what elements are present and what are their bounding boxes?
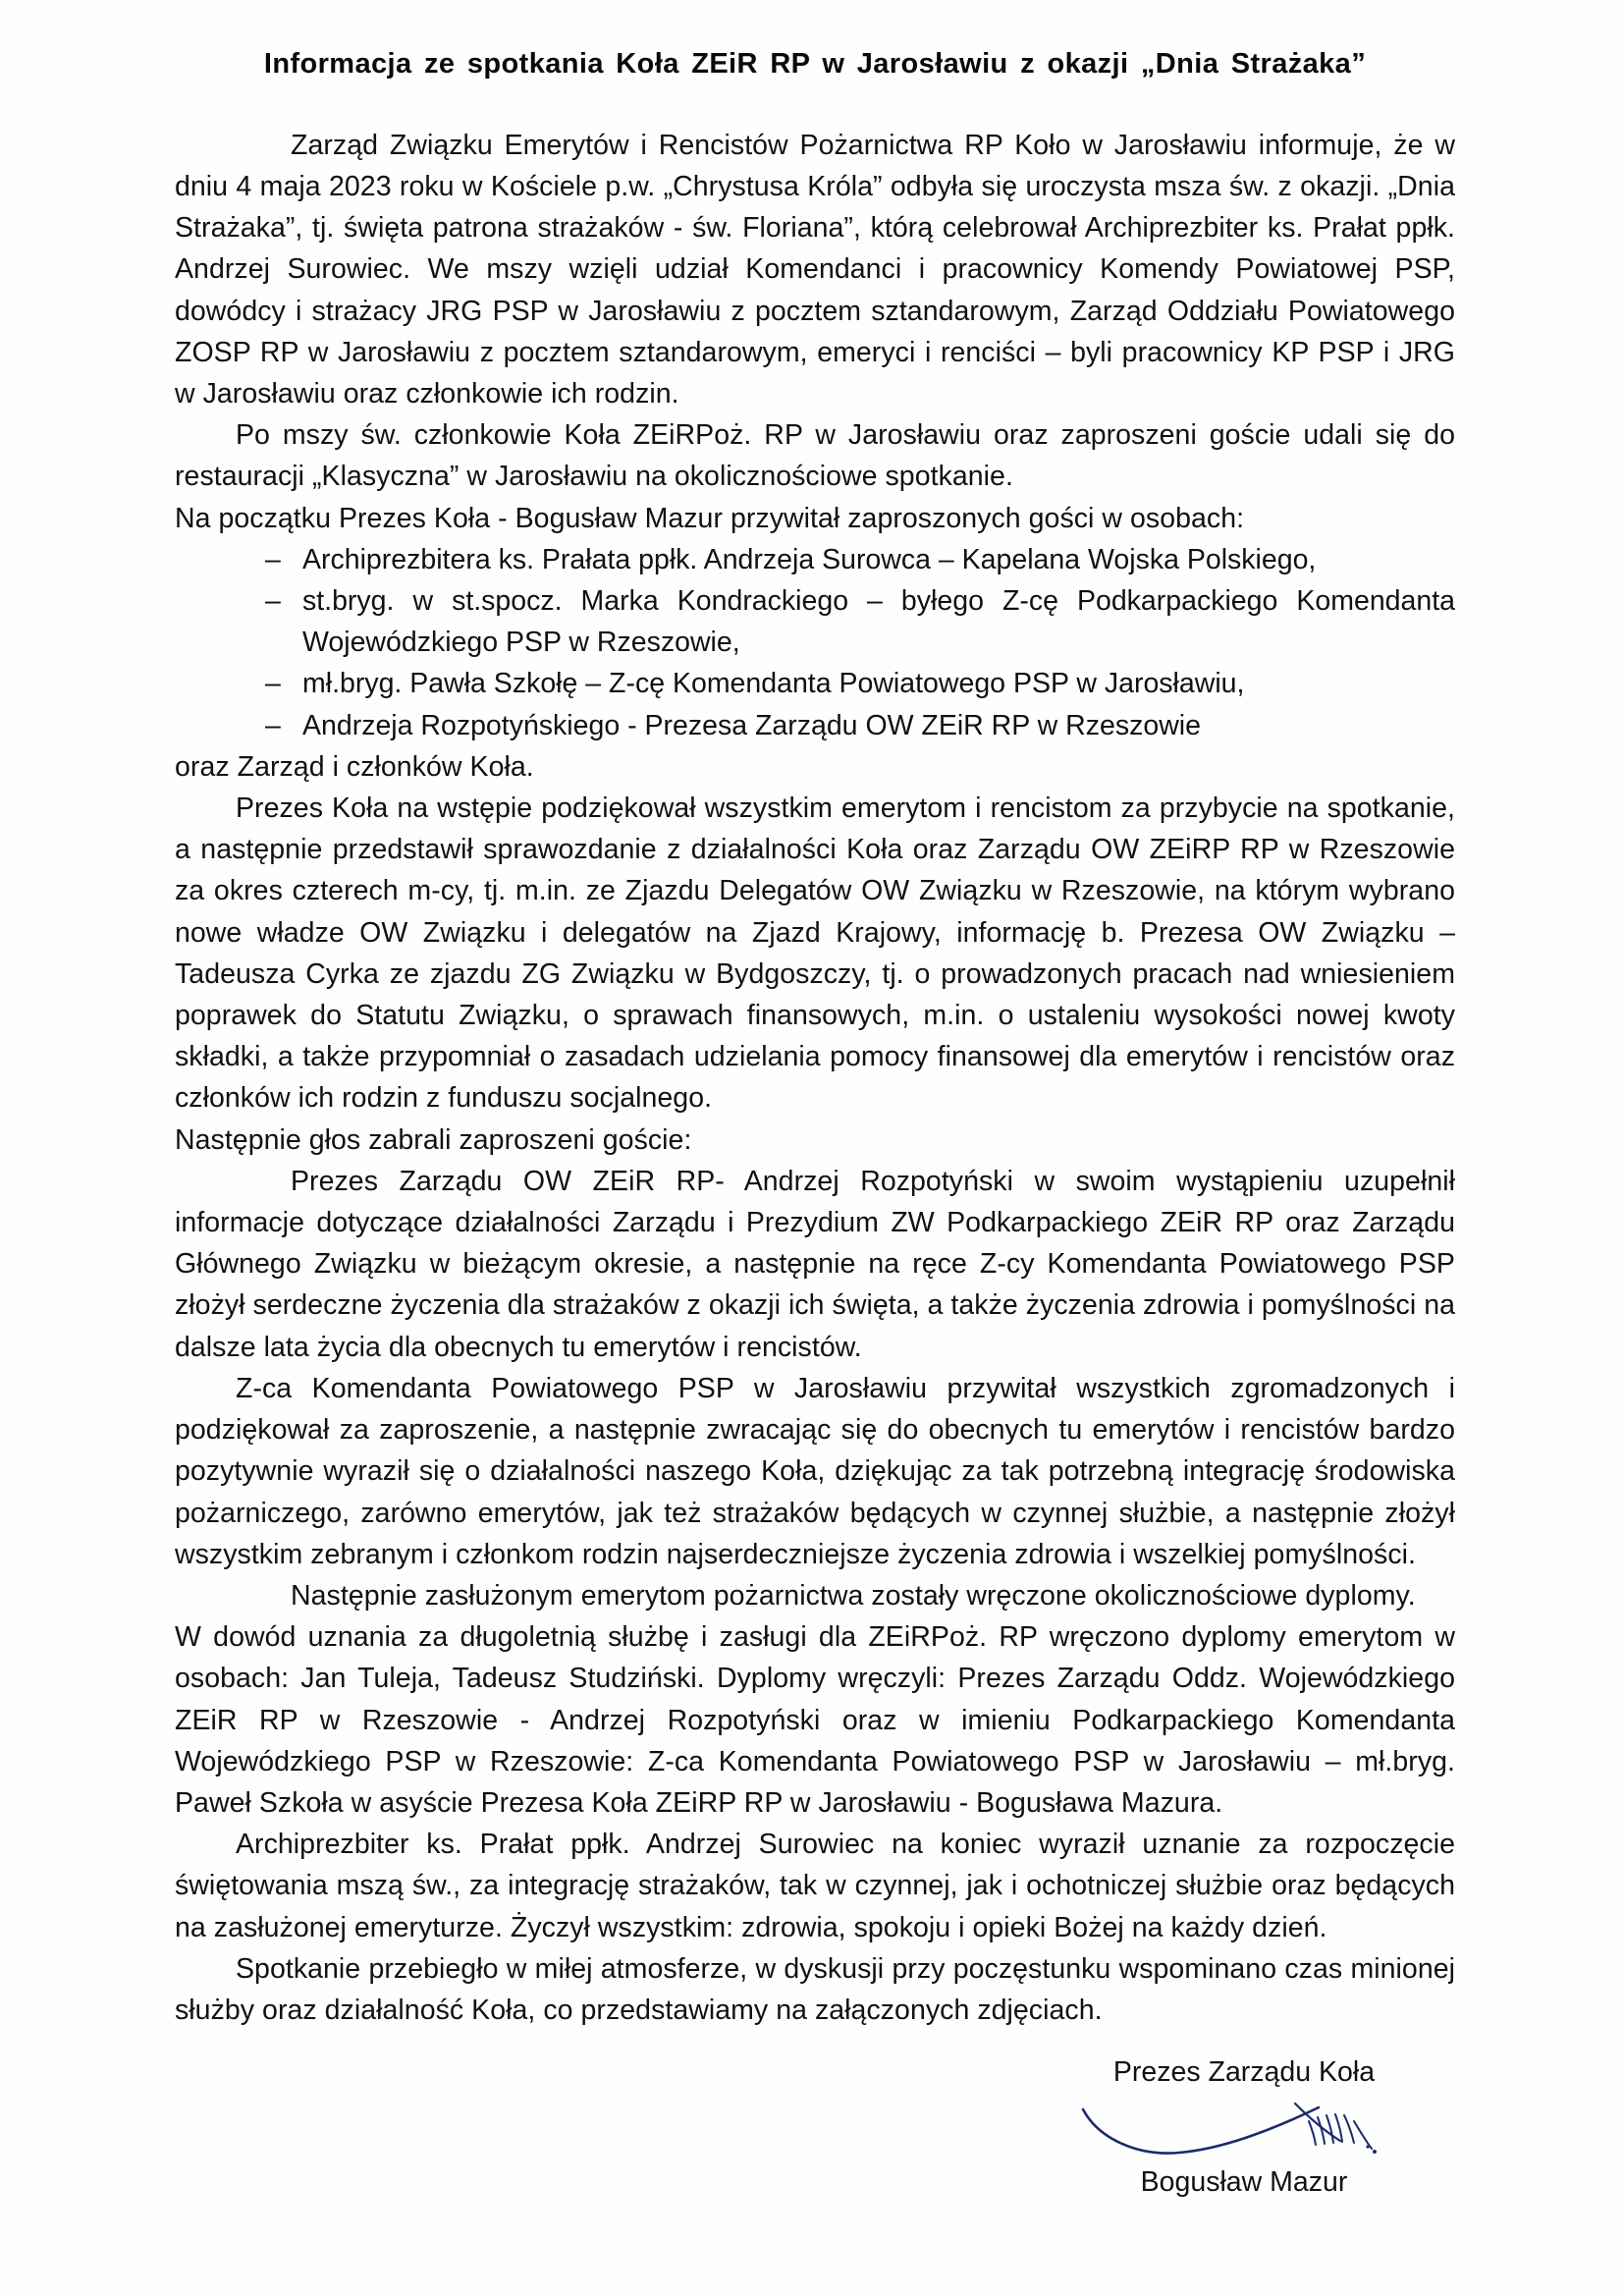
list-item (175, 539, 1455, 580)
signature-inner (1033, 2052, 1455, 2202)
list-item (175, 580, 1455, 663)
list-bullet-dash: – (265, 543, 281, 575)
list-item-label: mł.bryg. Pawła Szkołę – Z-cę Komendanta Powiatowego PSP w Jarosławiu, (302, 668, 1245, 700)
list-bullet-dash: – (265, 709, 281, 741)
paragraph-guests-speak: Następnie głos zabrali zaproszeni goście: (175, 1123, 692, 1156)
document-content (175, 47, 1455, 2202)
list-item (175, 663, 1455, 704)
guest-list (175, 539, 1455, 746)
list-item (175, 705, 1455, 746)
list-bullet-dash: – (265, 668, 281, 700)
page-title: Informacja ze spotkania Koła ZEiR RP w Jarosławiu z okazji „Dnia Strażaka” (263, 48, 1367, 80)
paragraph-archpriest: Archiprezbiter ks. Prałat ppłk. Andrzej Surowiec na koniec wyraził uznanie za rozpoczęcie świętowania mszą św., za integrację strażaków, tak w czynnej, jak i ochotniczej służbie oraz będących na zasłużonej emeryturze. Życzył wszystkim: zdrowia, spokoju i opieki Bożej na każdy dzień. (175, 1829, 1455, 1943)
paragraph-diplomas-intro: Następnie zasłużonym emerytom pożarnictwa zostały wręczone okolicznościowe dyplomy. (291, 1579, 1416, 1612)
signature-role: Prezes Zarządu Koła (1112, 2056, 1376, 2089)
list-bullet-dash: – (265, 585, 281, 618)
paragraph-welcome-intro: Na początku Prezes Koła - Bogusław Mazur przywitał zaproszonych gości w osobach: (175, 502, 1245, 534)
paragraph-after-mass: Po mszy św. członkowie Koła ZEiRPoż. RP w Jarosławiu oraz zaproszeni goście udali się do restauracji „Klasyczna” w Jarosławiu na okolicznościowe spotkanie. (175, 419, 1455, 493)
list-item-label: st.bryg. w st.spocz. Marka Kondrackiego – byłego Z-cę Podkarpackiego Komendanta Wojewódzkiego PSP w Rzeszowie, (302, 585, 1455, 659)
signature-name: Bogusław Mazur (1140, 2166, 1348, 2199)
paragraph-deputy-commander: Z-ca Komendanta Powiatowego PSP w Jarosławiu przywitał wszystkich zgromadzonych i podziękował za zaproszenie, a następnie zwracając się do obecnych tu emerytów i rencistów bardzo pozytywnie wyraził się o działalności naszego Koła, dziękując za tak potrzebną integrację środowiska pożarniczego, zarówno emerytów, jak też strażaków będących w czynnej służbie, a następnie złożył wszystkim zebranym i członkom rodzin najserdeczniejsze życzenia zdrowia i wszelkiej pomyślności. (175, 1372, 1455, 1570)
paragraph-diplomas-detail: W dowód uznania za długoletnią służbę i zasługi dla ZEiRPoż. RP wręczono dyplomy emerytom w osobach: Jan Tuleja, Tadeusz Studziński. Dyplomy wręczyli: Prezes Zarządu Oddz. Wojewódzkiego ZEiR RP w Rzeszowie - Andrzej Rozpotyński oraz w imieniu Podkarpackiego Komendanta Wojewódzkiego PSP w Rzeszowie: Z-ca Komendanta Powiatowego PSP w Jarosławiu – mł.bryg. Paweł Szkoła w asyście Prezesa Koła ZEiRP RP w Jarosławiu - Bogusława Mazura. (175, 1621, 1455, 1819)
handwritten-signature-mark (1033, 2092, 1455, 2162)
paragraph-rozpotynski-speech: Prezes Zarządu OW ZEiR RP- Andrzej Rozpotyński w swoim wystąpieniu uzupełnił informacje dotyczące działalności Zarządu i Prezydium ZW Podkarpackiego ZEiR RP oraz Zarządu Głównego Związku w bieżącym okresie, a następnie na ręce Z-cy Komendanta Powiatowego PSP złożył serdeczne życzenia dla strażaków z okazji ich święta, a także życzenia zdrowia i pomyślności na dalsze lata życia dla obecnych tu emerytów i rencistów. (175, 1165, 1455, 1363)
paragraph-board-members: oraz Zarząd i członków Koła. (175, 750, 534, 783)
paragraph-chairman-report: Prezes Koła na wstępie podziękował wszystkim emerytom i rencistom za przybycie na spotkanie, a następnie przedstawił sprawozdanie z działalności Koła oraz Zarządu OW ZEiRP RP w Rzeszowie za okres czterech m-cy, tj. m.in. ze Zjazdu Delegatów OW Związku w Rzeszowie, na którym wybrano nowe władze OW Związku i delegatów na Zjazd Krajowy, informację b. Prezesa OW Związku – Tadeusza Cyrka ze zjazdu ZG Związku w Bydgoszczy, tj. o prowadzonych pracach nad wniesieniem poprawek do Statutu Związku, o sprawach finansowych, m.in. o ustaleniu wysokości nowej kwoty składki, a także przypomniał o zasadach udzielania pomocy finansowej dla emerytów i rencistów oraz członków ich rodzin z funduszu socjalnego. (175, 793, 1455, 1115)
list-item-label: Andrzeja Rozpotyńskiego - Prezesa Zarządu OW ZEiR RP w Rzeszowie (302, 709, 1201, 741)
paragraph-intro: Zarząd Związku Emerytów i Rencistów Pożarnictwa RP Koło w Jarosławiu informuje, że w dniu 4 maja 2023 roku w Kościele p.w. „Chrystusa Króla” odbyła się uroczysta msza św. z okazji. „Dnia Strażaka”, tj. święta patrona strażaków - św. Floriana”, którą celebrował Archiprezbiter ks. Prałat ppłk. Andrzej Surowiec. We mszy wzięli udział Komendanci i pracownicy Komendy Powiatowej PSP, dowódcy i strażacy JRG PSP w Jarosławiu z pocztem sztandarowym, Zarząd Oddziału Powiatowego ZOSP RP w Jarosławiu z pocztem sztandarowym, emeryci i renciści – byli pracownicy KP PSP i JRG w Jarosławiu oraz członkowie ich rodzin. (175, 129, 1455, 410)
signature-block (175, 2052, 1455, 2202)
list-item-label: Archiprezbitera ks. Prałata ppłk. Andrzeja Surowca – Kapelana Wojska Polskiego, (302, 543, 1317, 575)
paragraph-closing: Spotkanie przebiegło w miłej atmosferze, w dyskusji przy poczęstunku wspominano czas minionej służby oraz działalność Koła, co przedstawiamy na załączonych zdjęciach. (175, 1952, 1455, 2026)
